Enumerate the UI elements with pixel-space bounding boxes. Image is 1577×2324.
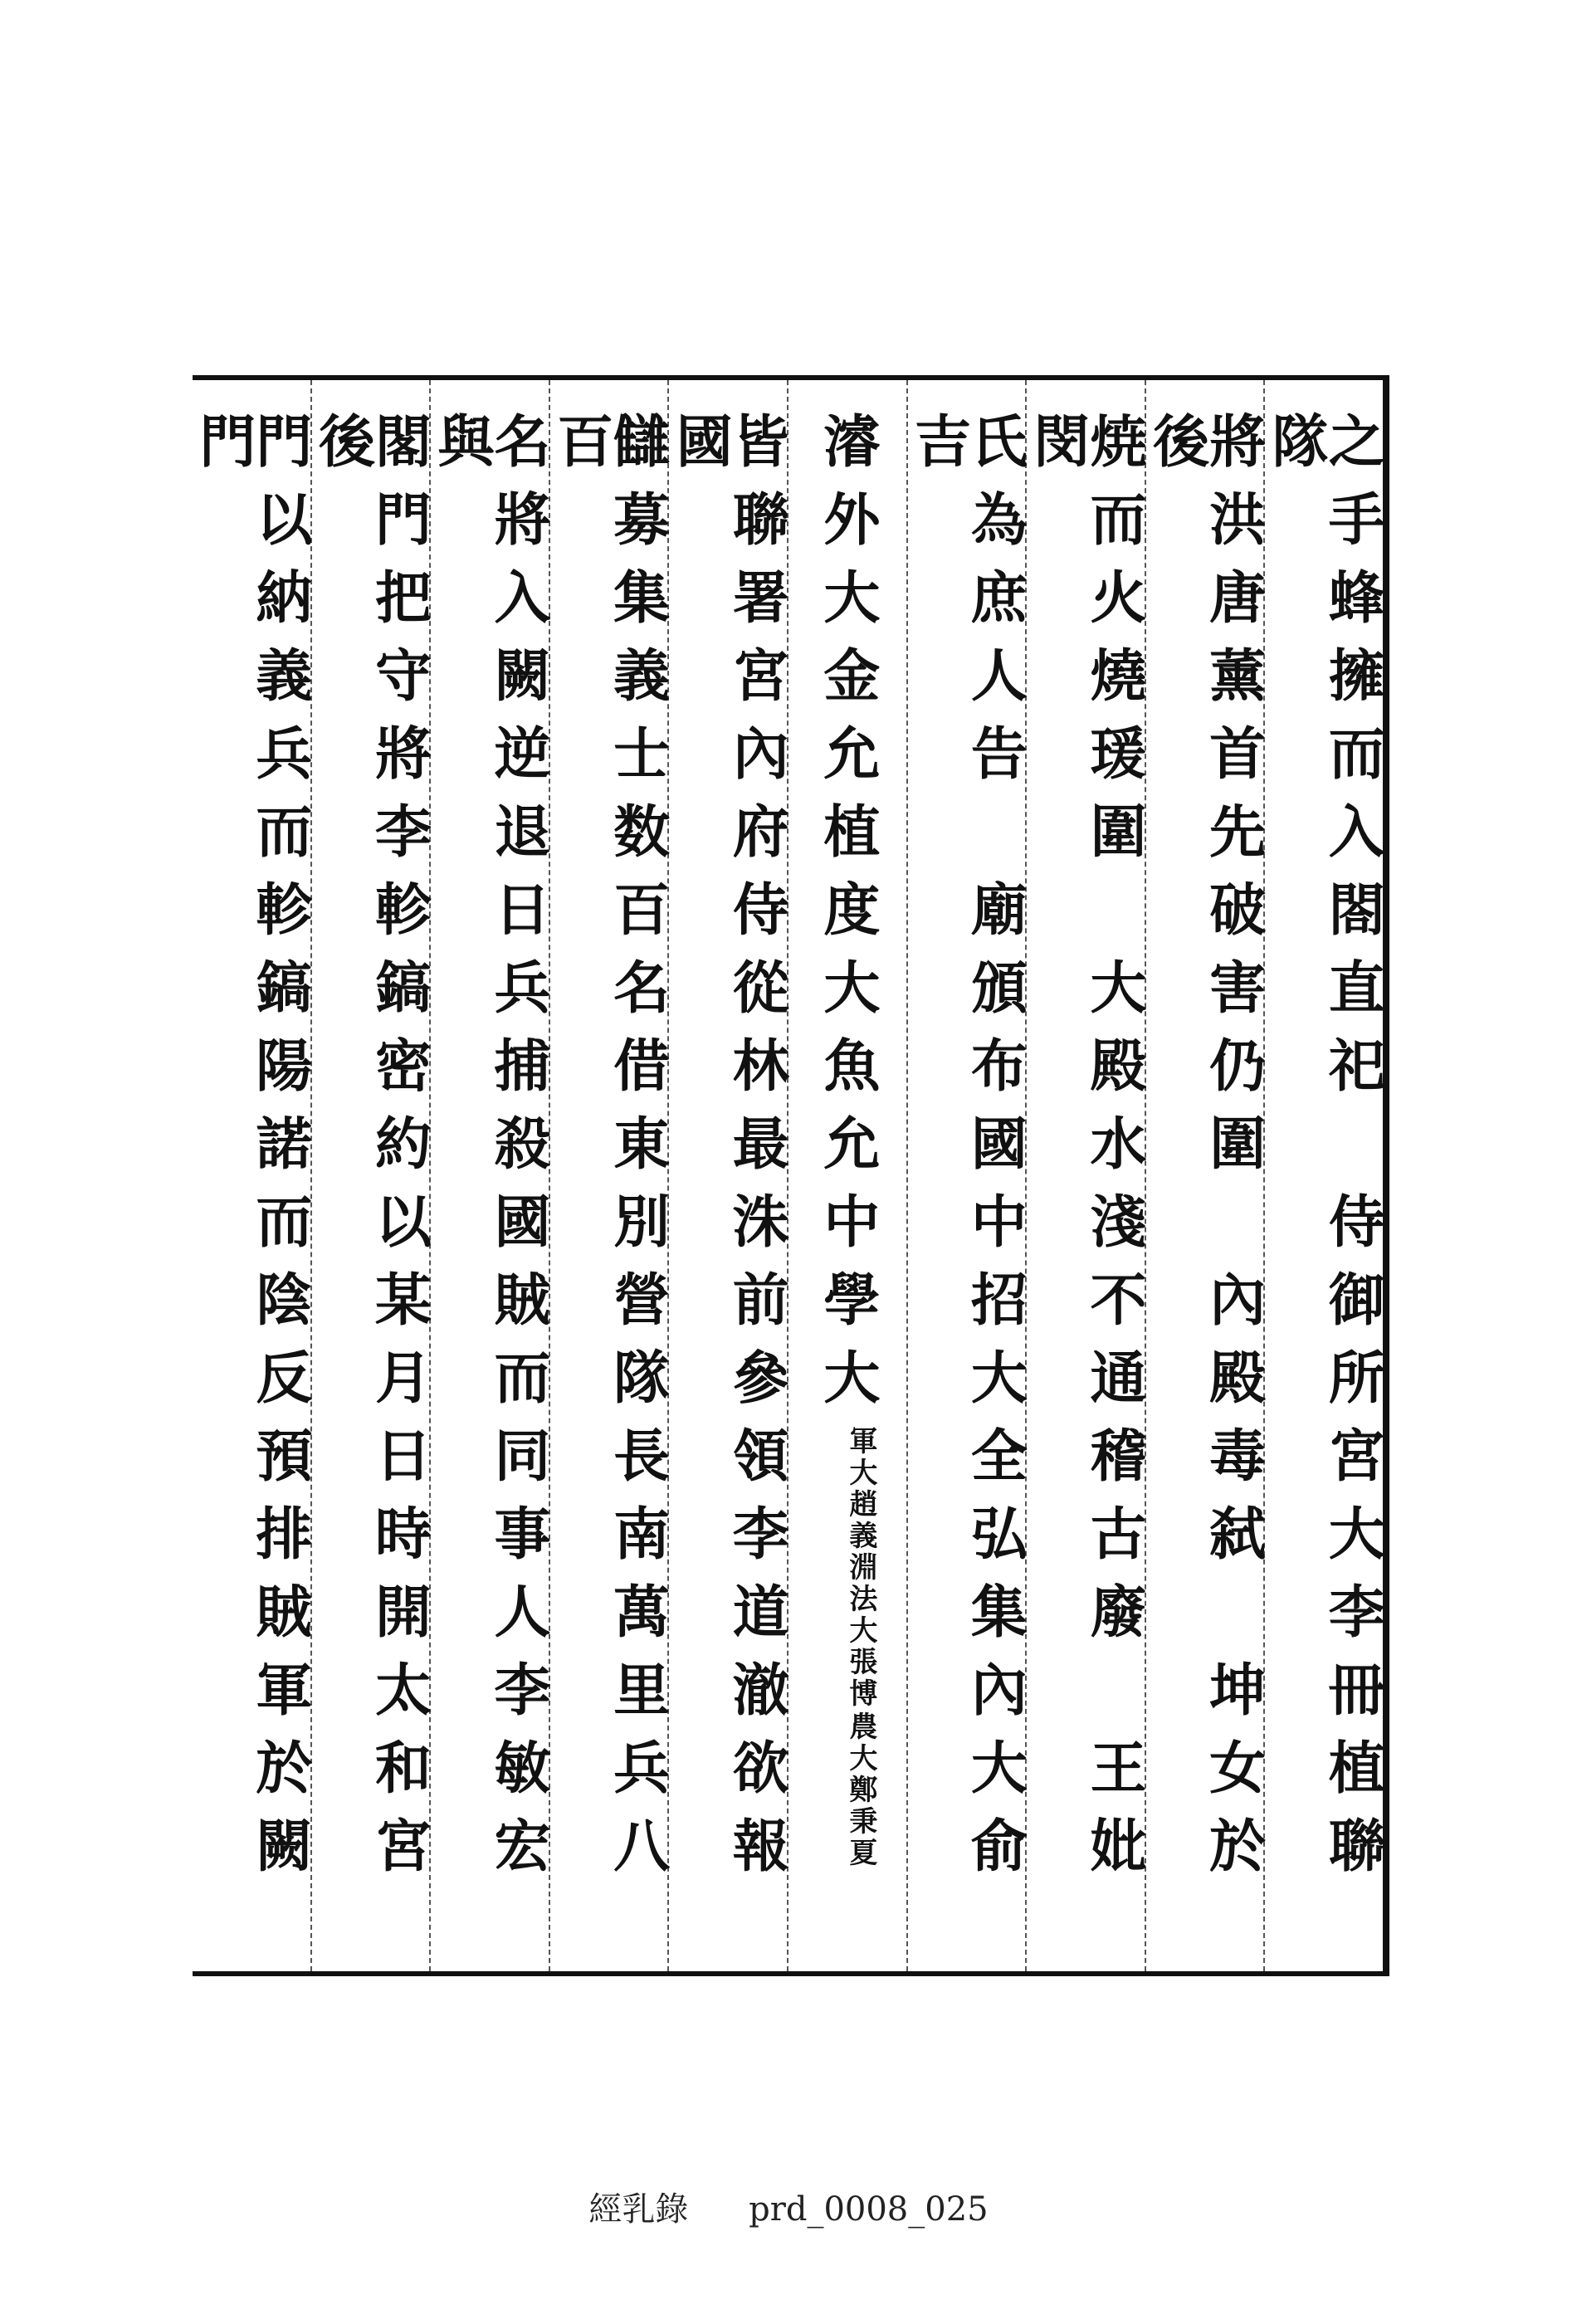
interlinear-note [844,1426,875,1869]
text-column-1 [1262,380,1386,1971]
column-text-4: 氏為庶人告 廟頒布國中招大全弘集內大俞吉 [905,412,1028,1894]
caption-title: 經乳錄 [588,2190,689,2229]
text-column-10 [189,380,313,1971]
note-line-2: 軍大趙義淵法大張博 [843,1426,877,1710]
column-text-5-main: 濬外大金允植度大魚允中學大 [813,412,881,1426]
column-text-10: 門以納義兵而軫鎬陽諾而陰反預排賊軍於闕門 [189,412,313,1894]
column-text-9: 閣門把守將李軫鎬密約以某月日時開太和宮後 [309,412,432,1894]
page-caption [0,2183,1577,2230]
column-grid [189,380,1386,1971]
column-text-7: 讎募集義士数百名借東別營隊長南萬里兵八百 [547,412,671,1894]
text-column-9 [310,380,430,1971]
text-column-5 [787,380,906,1971]
column-text-5 [813,380,881,1971]
column-text-1: 之手蜂擁而入閤直祀 侍御所宮大李冊植聯隊 [1262,412,1386,1894]
text-column-7 [547,380,671,1971]
text-column-2 [1143,380,1267,1971]
column-text-3: 焼而火燒瑗圍 大殿水淺不通稽古廢 王妣閔 [1024,412,1148,1894]
column-text-6: 皆聯署宮內府侍從林最洙前參領李道澈欲報國 [666,412,790,1894]
text-column-6 [666,380,790,1971]
caption-id: prd_0008_025 [749,2190,989,2229]
text-column-4 [906,380,1026,1971]
note-line-1: 農大鄭秉夏 [843,1711,877,1869]
text-frame [189,375,1389,1976]
text-column-3 [1024,380,1148,1971]
column-text-8: 名將入闕逆退日兵捕殺國賊而同事人李敏宏與 [428,412,552,1894]
text-column-8 [428,380,552,1971]
column-text-2: 將洪唐薰首先破害仍圍 內殿毒弑 坤女於後 [1143,412,1267,1894]
